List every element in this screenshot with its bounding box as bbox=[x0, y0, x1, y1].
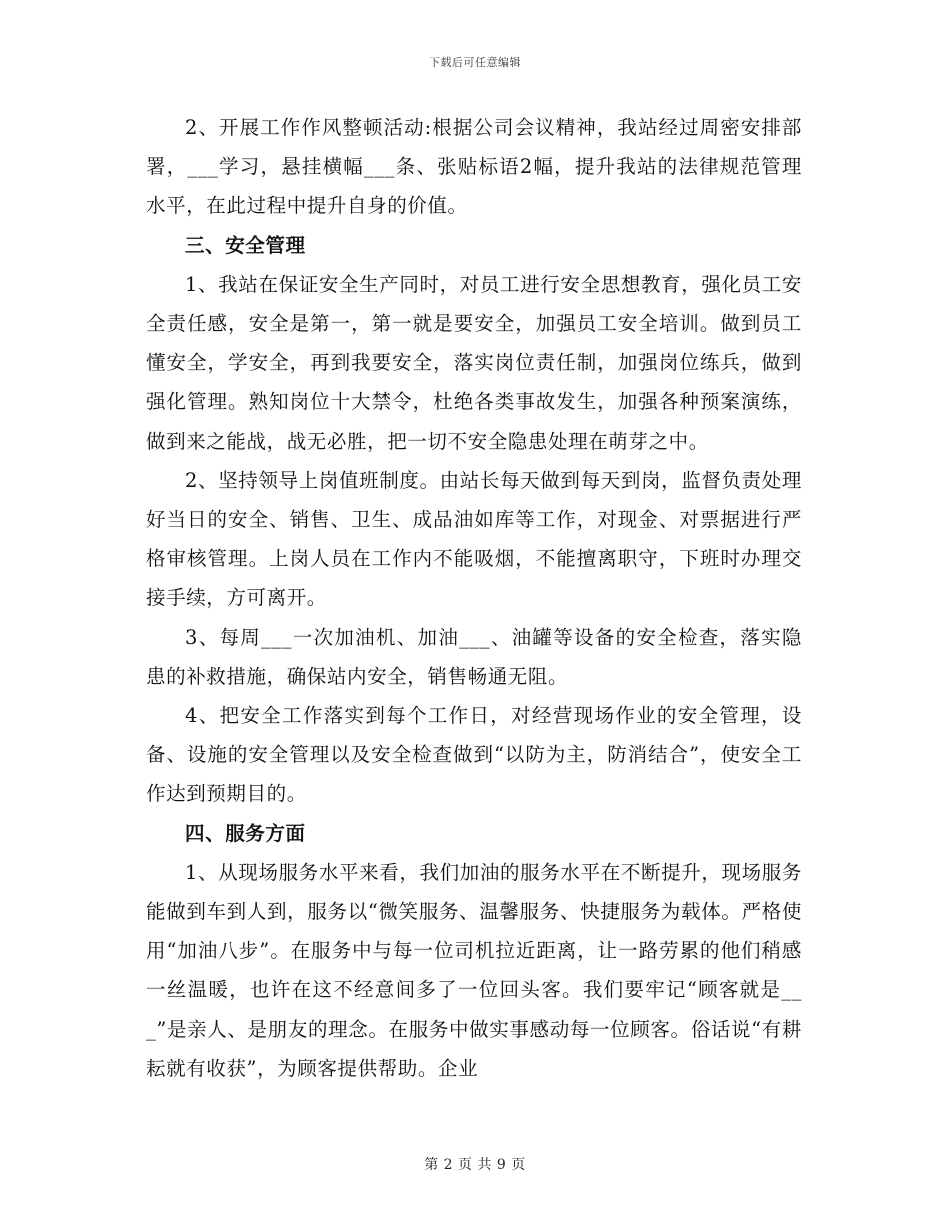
paragraph-weekly-inspection: 3、每周___一次加油机、加油___、油罐等设备的安全检查，落实隐患的补救措施，确保站内安全，销售畅通无阻。 bbox=[146, 625, 802, 688]
paragraph-service-level: 1、从现场服务水平来看，我们加油的服务水平在不断提升，现场服务能做到车到人到，服务以“微笑服务、温馨服务、快捷服务为载体。严格使用“加油八步”。在服务中与每一位司机拉近距离，让一路劳累的他们稍感一丝温暖，也许在这不经意间多了一位回头客。我们要牢记“顾客就是___”是亲人、是朋友的理念。在服务中做实事感动每一位顾客。俗话说“有耕耘就有收获”，为顾客提供帮助。企业 bbox=[146, 860, 802, 1080]
document-body bbox=[146, 108, 802, 1088]
paragraph-safety-education: 1、我站在保证安全生产同时，对员工进行安全思想教育，强化员工安全责任感，安全是第一，第一就是要安全，加强员工安全培训。做到员工懂安全，学安全，再到我要安全，落实岗位责任制，加强岗位练兵，做到强化管理。熟知岗位十大禁令，杜绝各类事故发生，加强各种预案演练，做到来之能战，战无必胜，把一切不安全隐患处理在萌芽之中。 bbox=[146, 272, 802, 453]
page-footer: 第 2 页 共 9 页 bbox=[424, 1157, 526, 1173]
page-header: 下载后可任意编辑 bbox=[429, 56, 521, 69]
paragraph-leader-duty: 2、坚持领导上岗值班制度。由站长每天做到每天到岗，监督负责处理好当日的安全、销售、卫生、成品油如库等工作，对现金、对票据进行严格审核管理。上岗人员在工作内不能吸烟，不能擅离职守，下班时办理交接手续，方可离开。 bbox=[146, 468, 802, 610]
paragraph-daily-safety: 4、把安全工作落实到每个工作日，对经营现场作业的安全管理，设备、设施的安全管理以及安全检查做到“以防为主，防消结合”，使安全工作达到预期目的。 bbox=[146, 704, 802, 806]
paragraph-work-style: 2、开展工作作风整顿活动:根据公司会议精神，我站经过周密安排部署，___学习，悬挂横幅___条、张贴标语2幅，提升我站的法律规范管理水平，在此过程中提升自身的价值。 bbox=[146, 116, 802, 218]
section-heading-safety: 三、安全管理 bbox=[185, 233, 306, 257]
section-heading-service: 四、服务方面 bbox=[185, 821, 306, 845]
